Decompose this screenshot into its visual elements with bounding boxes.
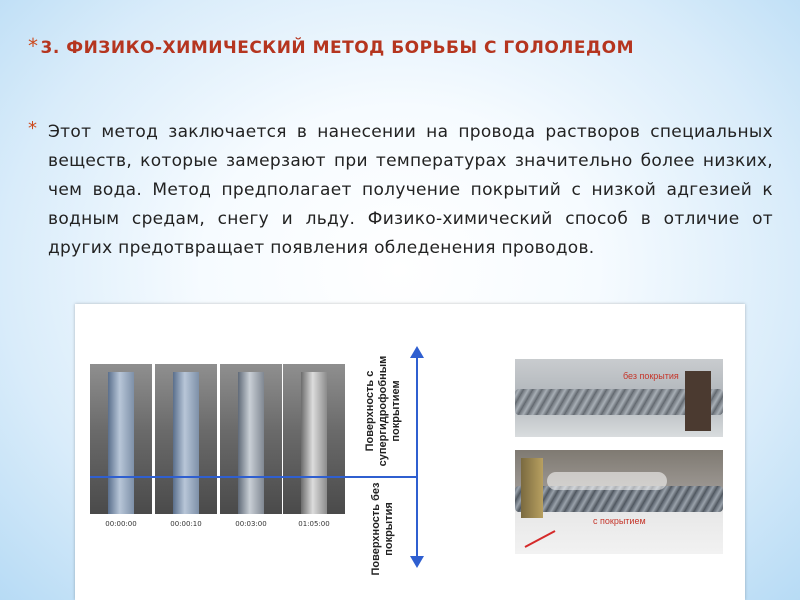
arrow-up-icon (410, 346, 424, 358)
timestamp-3: 00:03:00 (235, 520, 267, 528)
label-uncoated-surface: Поверхность без покрытия (370, 482, 395, 576)
frame-3-image (220, 364, 282, 514)
label-coated-surface: Поверхность с супергидрофобным покрытием (364, 355, 402, 467)
frame-2-image (155, 364, 217, 514)
slide-title (28, 34, 788, 58)
title-bullet: * (28, 34, 39, 58)
body-paragraph: Этот метод заключается в нанесении на провода растворов специальных веществ, которые замерзают при температурах значительно более низких, чем вода. Метод предполагает получение покрытий с низкой адгезией к водным средам, снегу и льду. Физико-химический способ в отличие от других предотвращает появления обледенения проводов. (48, 122, 773, 258)
photo-label-coated: с покрытием (593, 516, 646, 526)
frame-1-image (90, 364, 152, 514)
vertical-axis (416, 356, 418, 560)
photo-uncoated-wire (515, 359, 723, 437)
experiment-figure (75, 304, 745, 600)
photo-coated-wire (515, 450, 723, 554)
paragraph-bullet: * (28, 118, 37, 139)
body-paragraph-block (28, 118, 773, 263)
title-text: 3. ФИЗИКО-ХИМИЧЕСКИЙ МЕТОД БОРЬБЫ С ГОЛОЛЕДОМ (40, 38, 635, 58)
photo-label-uncoated: без покрытия (623, 371, 679, 381)
frame-4-image (283, 364, 345, 514)
pointer-line (525, 530, 556, 548)
timestamp-1: 00:00:00 (105, 520, 137, 528)
timestamp-4: 01:05:00 (298, 520, 330, 528)
arrow-down-icon (410, 556, 424, 568)
timestamp-2: 00:00:10 (170, 520, 202, 528)
